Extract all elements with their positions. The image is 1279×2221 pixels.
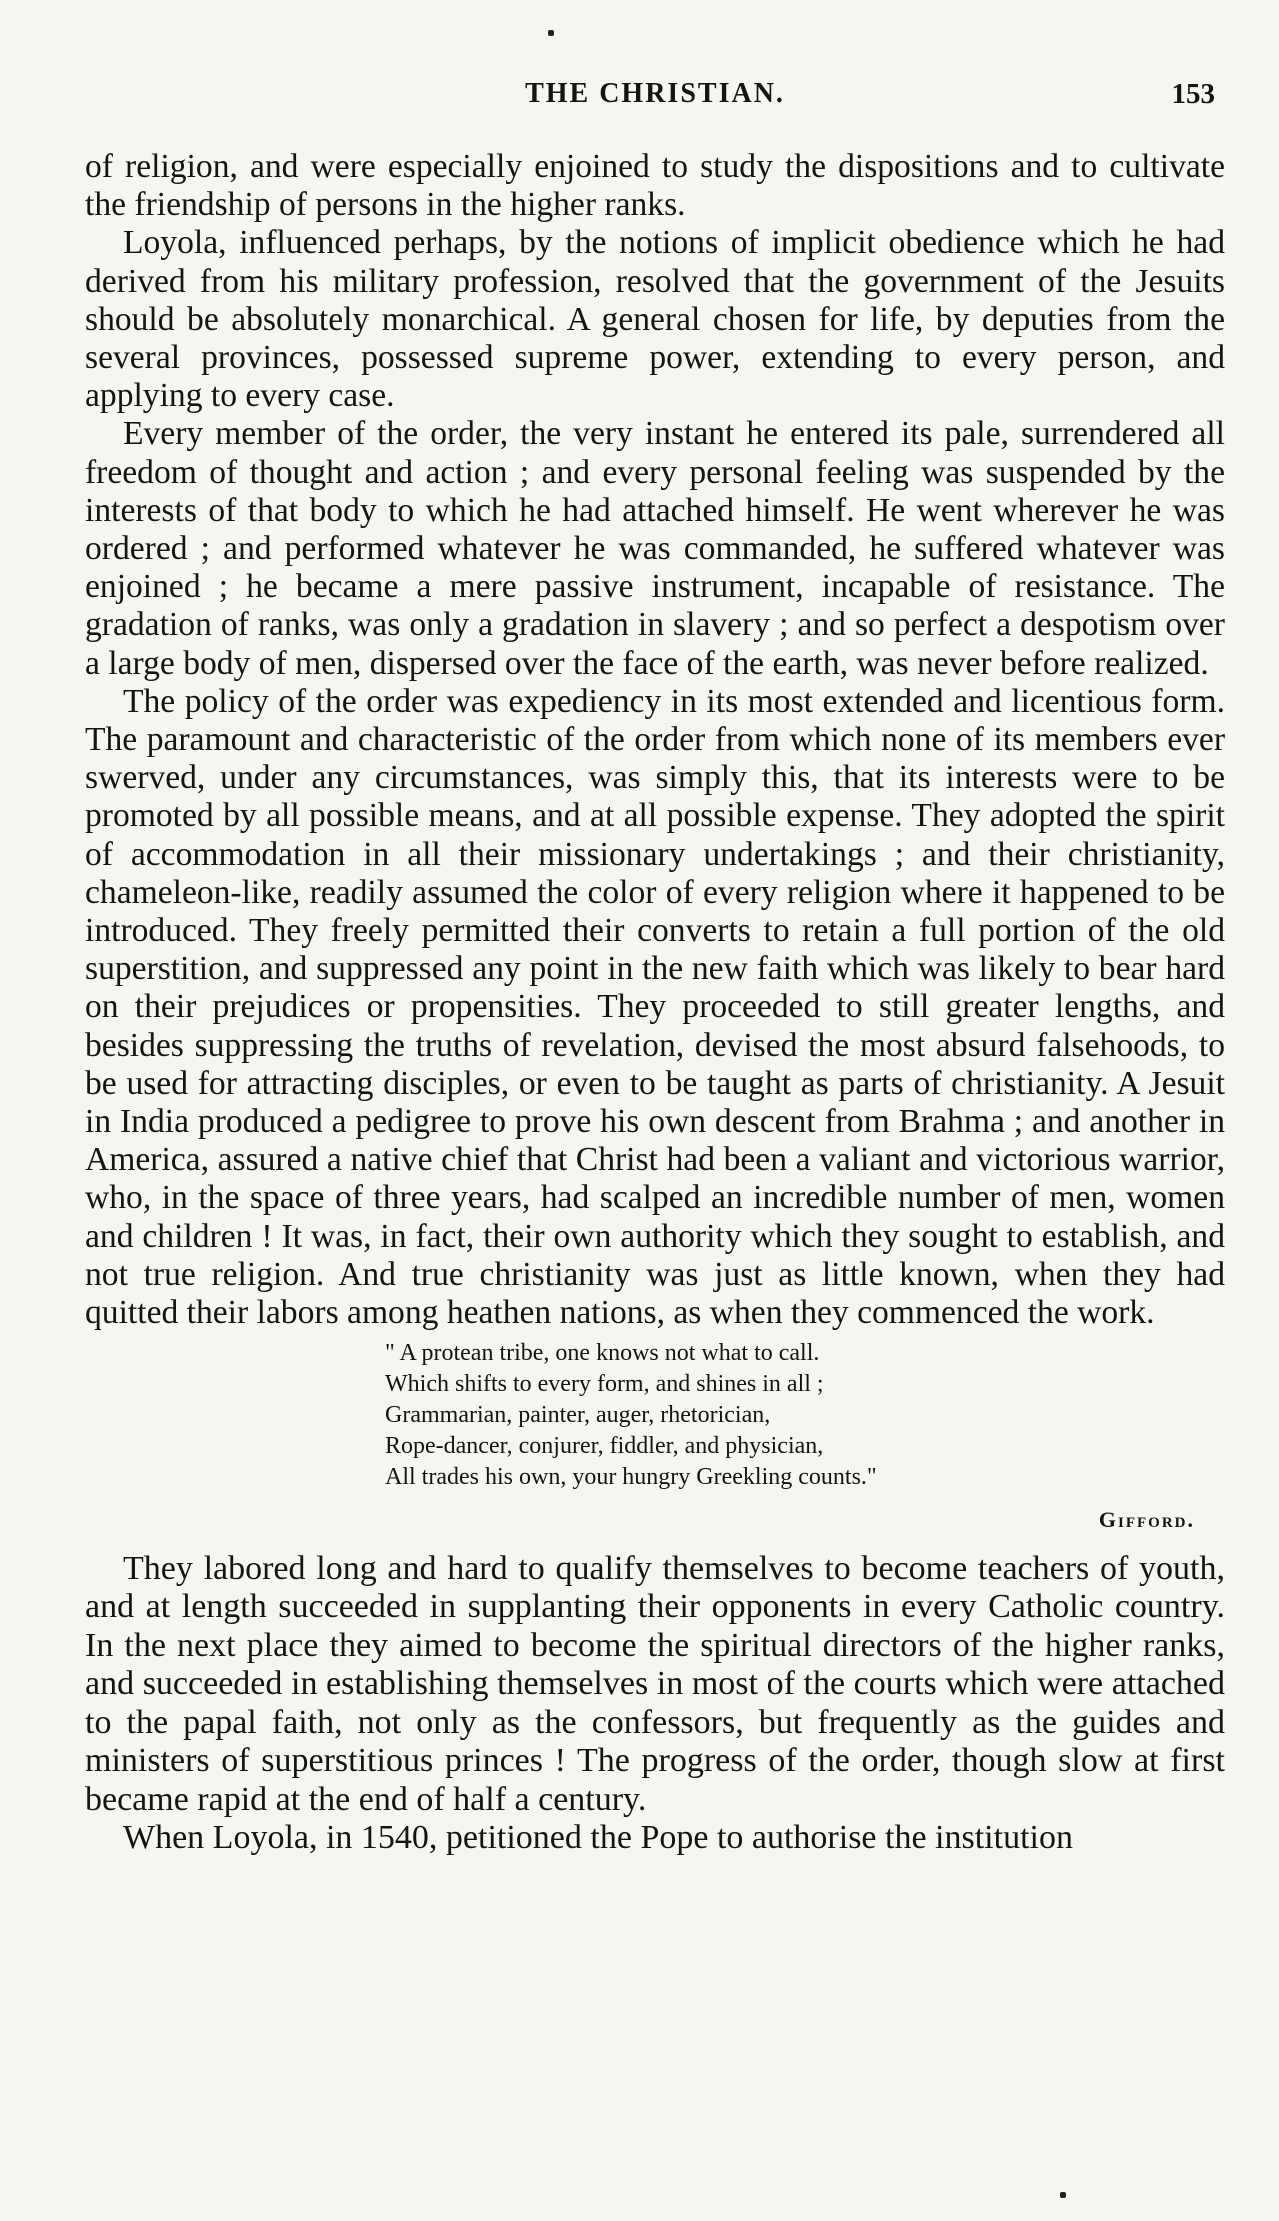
verse-line: Which shifts to every form, and shines in all ;: [385, 1371, 824, 1398]
body-text: [85, 148, 1225, 1858]
paragraph: of religion, and were especially enjoined to study the dispositions and to cultivate the friendship of persons in the higher ranks.: [85, 148, 1225, 224]
verse-quotation: [385, 1338, 1225, 1493]
verse-line: Grammarian, painter, auger, rhetorician,: [385, 1402, 771, 1429]
verse-line: " A protean tribe, one knows not what to call.: [385, 1340, 820, 1367]
page-header: [85, 78, 1225, 118]
paragraph: Every member of the order, the very instant he entered its pale, surrendered all freedom of thought and action ; and every personal feeling was suspended by the interests of that body to which he had attached himself. He went wherever he was ordered ; and performed whatever he was commanded, he suffered whatever was enjoined ; he became a mere passive instrument, incapable of resistance. The gradation of ranks, was only a gradation in slavery ; and so perfect a despotism over a large body of men, dispersed over the face of the earth, was never before realized.: [85, 415, 1225, 682]
running-title: THE CHRISTIAN.: [525, 78, 785, 109]
ink-speck: [548, 30, 554, 36]
text-after-verse: [85, 1550, 1225, 1858]
verse-line: Rope-dancer, conjurer, fiddler, and physician,: [385, 1433, 824, 1460]
page-number: 153: [1171, 78, 1215, 110]
verse-attribution: Gifford.: [1098, 1507, 1195, 1533]
paragraph: They labored long and hard to qualify themselves to become teachers of youth, and at length succeeded in supplanting their opponents in every Catholic country. In the next place they aimed to become the spiritual directors of the higher ranks, and succeeded in establishing themselves in most of the courts which were attached to the papal faith, not only as the confessors, but frequently as the guides and ministers of superstitious princes ! The progress of the order, though slow at first became rapid at the end of half a century.: [85, 1549, 1225, 1818]
verse-line: All trades his own, your hungry Greekling counts.": [385, 1464, 877, 1491]
ink-speck: [1060, 2192, 1066, 2198]
paragraph: When Loyola, in 1540, petitioned the Pope to authorise the institution: [123, 1819, 1073, 1856]
paragraph: Loyola, influenced perhaps, by the notions of implicit obedience which he had derived from his military profession, resolved that the government of the Jesuits should be absolutely monarchical. A general chosen for life, by deputies from the several provinces, possessed supreme power, extending to every person, and applying to every case.: [85, 224, 1225, 415]
paragraph: The policy of the order was expediency in its most extended and licentious form. The paramount and characteristic of the order from which none of its members ever swerved, under any circumstances, was simply this, that its interests were to be promoted by all possible means, and at all possible expense. They adopted the spirit of accommodation in all their missionary undertakings ; and their christianity, chameleon-like, readily assumed the color of every religion where it happened to be introduced. They freely permitted their converts to retain a full portion of the old superstition, and suppressed any point in the new faith which was likely to bear hard on their prejudices or propensities. They proceeded to still greater lengths, and besides suppressing the truths of revelation, devised the most absurd falsehoods, to be used for attracting disciples, or even to be taught as parts of christianity. A Jesuit in India produced a pedigree to prove his own descent from Brahma ; and another in America, assured a native chief that Christ had been a valiant and victorious warrior, who, in the space of three years, had scalped an incredible number of men, women and children ! It was, in fact, their own authority which they sought to establish, and not true religion. And true christianity was just as little known, when they had quitted their labors among heathen nations, as when they commenced the work.: [85, 682, 1225, 1332]
